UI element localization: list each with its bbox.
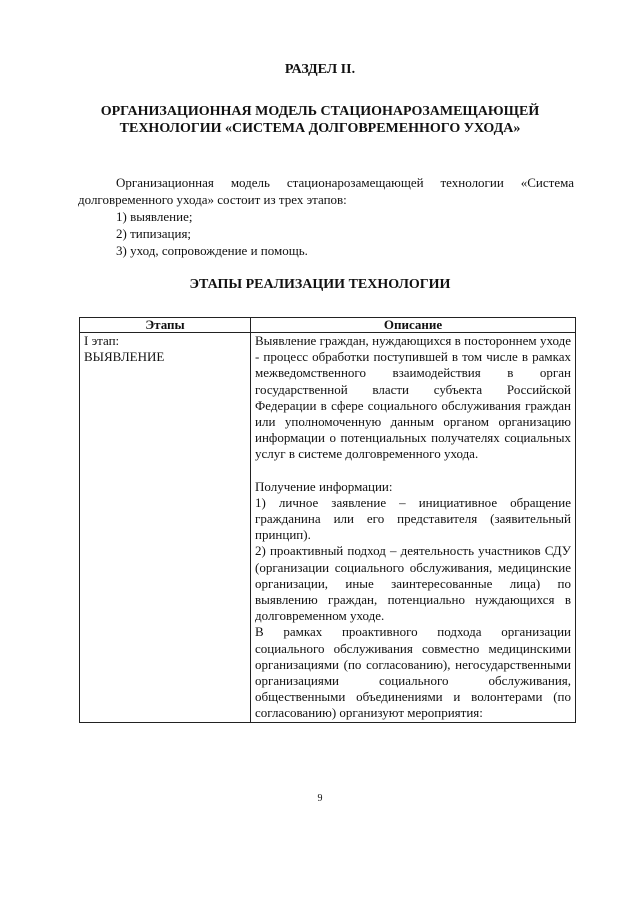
stage-cell — [80, 333, 251, 723]
section-title: РАЗДЕЛ II. — [284, 62, 356, 77]
description-paragraph: Получение информации: — [255, 478, 393, 494]
intro-paragraph: Организационная модель стационарозамещающей технологии «Система долговременного ухода» состоит из трех этапов: — [78, 175, 574, 207]
stage-name: ВЫЯВЛЕНИЕ — [84, 349, 165, 365]
stage-list-item: 3) уход, сопровождение и помощь. — [116, 243, 308, 258]
table-row — [80, 333, 576, 723]
description-paragraph: В рамках проактивного подхода организации социального обслуживания совместно медицинскими организациями (по согласованию), негосударственными организациями социального обслуживания, общественными объединениями и волонтерами (по согласованию) организуют мероприятия: — [255, 624, 571, 721]
stage-list — [78, 208, 574, 259]
description-paragraph: Выявление граждан, нуждающихся в постороннем уходе - процесс обработки поступившей в том числе в рамках межведомственного взаимодействия в орган государственной власти субъекта Российской Федерации в сфере социального обслуживания граждан или уполномоченную данным органом организацию информации о потенциальных получателях социальных услуг в системе долговременного ухода. — [255, 333, 571, 462]
column-header-stages: Этапы — [80, 318, 251, 333]
page-number: 9 — [317, 793, 323, 804]
table-header-row — [80, 318, 576, 333]
column-header-description: Описание — [251, 318, 576, 333]
intro-block — [78, 174, 574, 259]
stage-list-item: 2) типизация; — [116, 226, 192, 241]
description-paragraph: 1) личное заявление – инициативное обращение гражданина или его представителя (заявительный принцип). — [255, 494, 571, 543]
description-paragraph: 2) проактивный подход – деятельность участников СДУ (организации социального обслуживания, медицинские организации, иные заинтересованные лица) по выявлению граждан, потенциально нуждающихся в долговременном уходе. — [255, 543, 571, 624]
description-cell — [251, 333, 576, 723]
stages-title: ЭТАПЫ РЕАЛИЗАЦИИ ТЕХНОЛОГИИ — [189, 277, 451, 292]
stage-list-item: 1) выявление; — [116, 209, 193, 224]
model-title: ОРГАНИЗАЦИОННАЯ МОДЕЛЬ СТАЦИОНАРОЗАМЕЩАЮЩЕЙ ТЕХНОЛОГИИ «СИСТЕМА ДОЛГОВРЕМЕННОГО УХОДА» — [100, 104, 540, 136]
stage-label: I этап: — [84, 333, 120, 348]
stages-table — [79, 317, 576, 723]
